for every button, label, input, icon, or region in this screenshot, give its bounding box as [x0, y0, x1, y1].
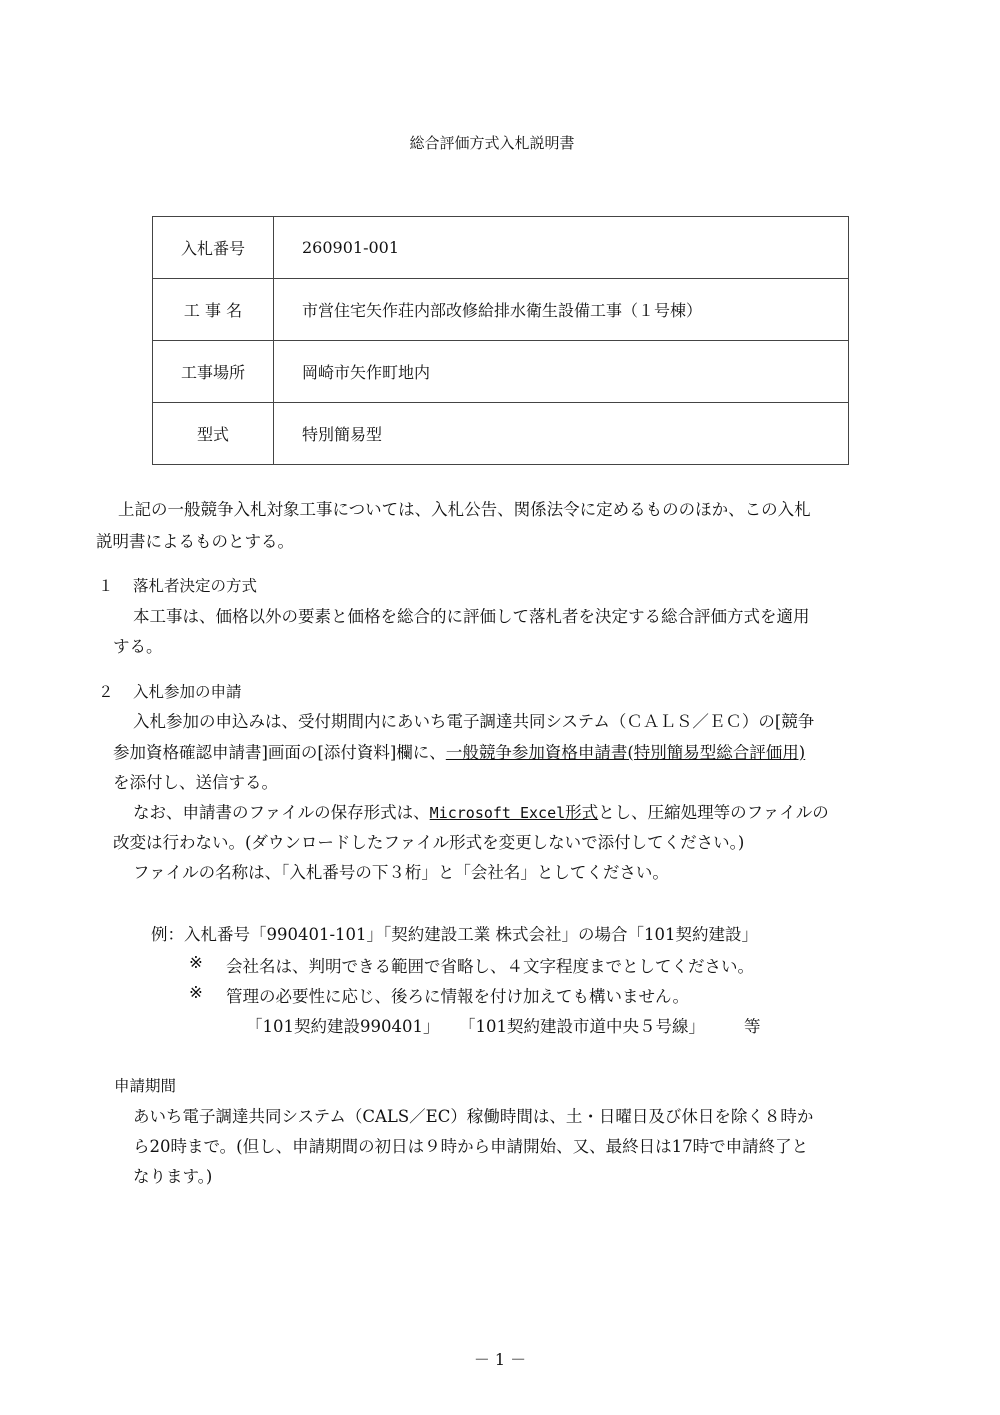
bid-info-table: [152, 216, 849, 465]
section-2-p1-line-2-text: 参加資格確認申請書]画面の[添付資料]欄に、: [113, 743, 446, 762]
row-label: 工 事 名: [153, 279, 274, 341]
note-1: 会社名は、判明できる範囲で省略し、４文字程度までとしてください。: [226, 957, 754, 976]
section-2-p1-line-2: [113, 739, 805, 763]
filename-example: 例：入札番号「990401-101」「契約建設工業 株式会社」の場合「101契約建設」: [151, 925, 759, 944]
project-name-value: 市営住宅矢作荘内部改修給排水衛生設備工事（１号棟）: [274, 279, 849, 341]
file-format-suffix: 形式: [565, 803, 599, 822]
filename-sample-2: 「101契約建設市道中央５号線」: [459, 1017, 705, 1036]
table-row: [153, 403, 849, 465]
filename-sample-1: 「101契約建設990401」: [246, 1017, 440, 1036]
section-1-number: １: [98, 577, 114, 595]
table-row: [153, 217, 849, 279]
row-label: 入札番号: [153, 217, 274, 279]
period-line-3: なります。): [133, 1167, 213, 1186]
table-row: [153, 279, 849, 341]
intro-line-2: 説明書によるものとする。: [96, 532, 294, 551]
note-2: 管理の必要性に応じ、後ろに情報を付け加えても構いません。: [226, 987, 689, 1006]
section-2-p2-line-1-tail: とし、圧縮処理等のファイルの: [598, 803, 829, 822]
section-2-p1-line-3: を添付し、送信する。: [113, 773, 278, 792]
section-1-line-2: する。: [113, 637, 163, 656]
project-location-value: 岡崎市矢作町地内: [274, 341, 849, 403]
period-line-1: あいち電子調達共同システム（CALS／EC）稼働時間は、土・日曜日及び休日を除く８時か: [133, 1107, 814, 1126]
document-title: 総合評価方式入札説明書: [409, 134, 575, 152]
table-row: [153, 341, 849, 403]
row-label: 型式: [153, 403, 274, 465]
bid-number-value: 260901-001: [274, 217, 849, 279]
note-2-mark: ※: [189, 983, 203, 1002]
period-heading: 申請期間: [114, 1077, 177, 1095]
row-label: 工事場所: [153, 341, 274, 403]
intro-line-1: 上記の一般競争入札対象工事については、入札公告、関係法令に定めるもののほか、この入札: [118, 500, 811, 519]
page-number: － 1 －: [473, 1350, 527, 1369]
section-2-p2-line-2: 改変は行わない。(ダウンロードしたファイル形式を変更しないで添付してください。): [113, 833, 745, 852]
section-2-p2-line-1: [133, 799, 829, 823]
filename-sample-suffix: 等: [744, 1017, 761, 1036]
file-format-name: [430, 803, 598, 822]
section-2-heading: 入札参加の申請: [133, 683, 242, 701]
type-value: 特別簡易型: [274, 403, 849, 465]
section-1-line-1: 本工事は、価格以外の要素と価格を総合的に評価して落札者を決定する総合評価方式を適用: [133, 607, 810, 626]
section-2-number: ２: [98, 683, 114, 701]
section-2-p1-line-1: 入札参加の申込みは、受付期間内にあいち電子調達共同システム（ＣＡＬＳ／ＥＣ）の[競争: [133, 712, 815, 731]
file-format-product: Microsoft Excel: [429, 804, 566, 822]
section-1-heading: 落札者決定の方式: [133, 577, 258, 595]
section-2-p2-line-1-text: なお、申請書のファイルの保存形式は、: [133, 803, 430, 822]
note-1-mark: ※: [189, 953, 203, 972]
period-line-2: ら20時まで。(但し、申請期間の初日は９時から申請開始、又、最終日は17時で申請終了と: [133, 1137, 809, 1156]
section-2-p3: ファイルの名称は、「入札番号の下３桁」と「会社名」としてください。: [133, 863, 669, 882]
application-form-name: 一般競争参加資格申請書(特別簡易型総合評価用): [445, 743, 806, 762]
